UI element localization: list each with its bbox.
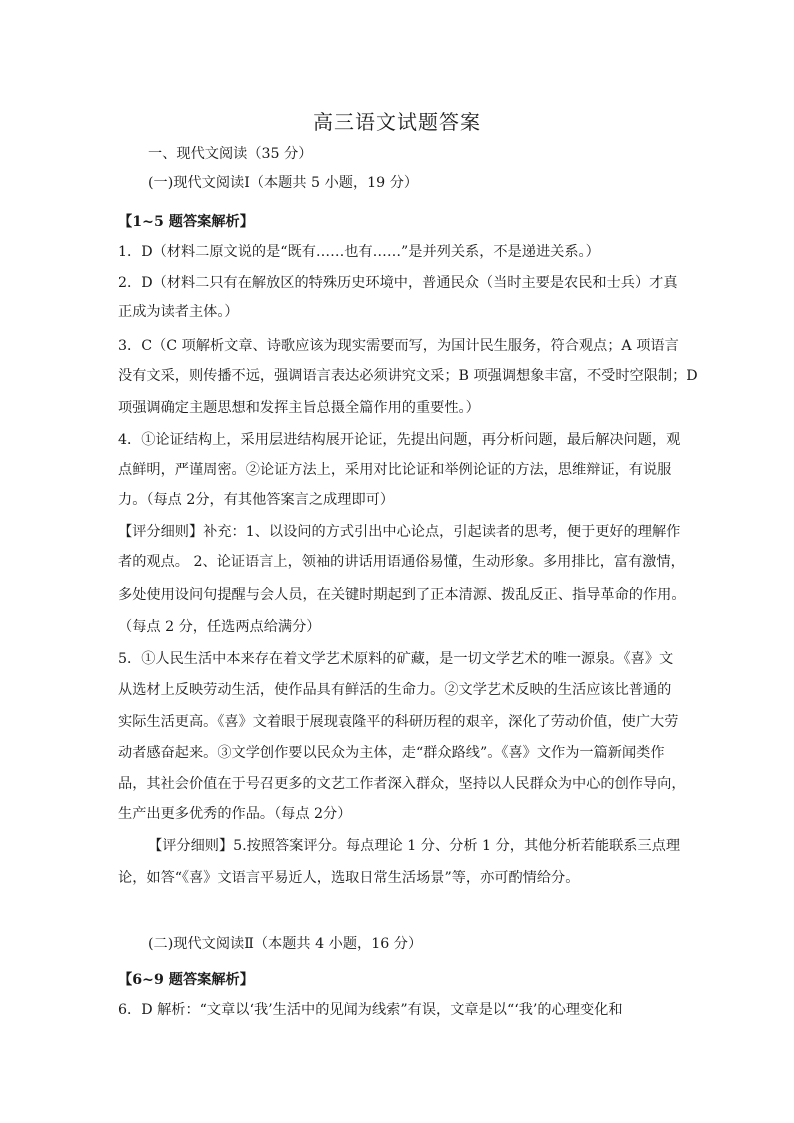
answer-q2-line1: 2．D（材料二只有在解放区的特殊历史环境中，普通民众（当时主要是农民和士兵）才真 — [118, 275, 678, 291]
answer-q4-line2: 点鲜明，严谨周密。②论证方法上，采用对比论证和举例论证的方法，思维辩证，有说服 — [118, 462, 672, 478]
answer-q4-line1: 4．①论证结构上，采用层进结构展开论证，先提出问题，再分析问题，最后解决问题，观 — [118, 432, 681, 448]
answer-analysis-heading-1-5: 【1~5 题答案解析】 — [118, 214, 254, 230]
subsection-heading-reading-2: (二)现代文阅读Ⅱ（本题共 4 小题，16 分） — [148, 936, 423, 952]
scoring-rule-q4-line4: （每点 2 分，任选两点给满分） — [118, 619, 321, 635]
answer-q1: 1．D（材料二原文说的是“既有……也有……”是并列关系，不是递进关系。） — [118, 244, 600, 260]
scoring-rule-q5-line2: 论，如答“《喜》文语言平易近人，选取日常生活场景”等，亦可酌情给分。 — [118, 870, 580, 886]
document-title: 高三语文试题答案 — [313, 110, 481, 134]
answer-q5-line3: 实际生活更高。《喜》文着眼于展现袁隆平的科研历程的艰辛，深化了劳动价值，使广大劳 — [118, 714, 679, 730]
answer-q2-line2: 正成为读者主体。） — [118, 304, 239, 320]
answer-q4-line3: 力。（每点 2分，有其他答案言之成理即可） — [118, 492, 395, 508]
subsection-heading-reading-1: (一)现代文阅读Ⅰ（本题共 5 小题，19 分） — [148, 175, 419, 191]
answer-q3-line1: 3．C（C 项解析文章、诗歌应该为现实需要而写，为国计民生服务，符合观点；A 项语言 — [118, 338, 679, 354]
answer-q5-line4: 动者感奋起来。③文学创作要以民众为主体，走“群众路线”。《喜》文作为一篇新闻类作 — [118, 745, 665, 761]
scoring-rule-q5-line1: 【评分细则】5.按照答案评分。每点理论 1 分、分析 1 分，其他分析若能联系三点理 — [148, 838, 681, 854]
scoring-rule-q4-line1: 【评分细则】补充：1、以设问的方式引出中心论点，引起读者的思考，便于更好的理解作 — [118, 524, 681, 540]
answer-q6-line1: 6．D 解析：“文章以‘我’生活中的见闻为线索”有误，文章是以“‘我’的心理变化和 — [118, 1002, 623, 1018]
answer-q5-line5: 品，其社会价值在于号召更多的文艺工作者深入群众，坚持以人民群众为中心的创作导向， — [118, 776, 686, 792]
answer-q5-line6: 生产出更多优秀的作品。（每点 2分） — [118, 806, 352, 822]
scoring-rule-q4-line3: 多处使用设问句提醒与会人员，在关键时期起到了正本清源、拨乱反正、指导革命的作用。 — [118, 587, 686, 603]
section-heading-modern-reading: 一、现代文阅读（35 分） — [148, 146, 313, 162]
answer-analysis-heading-6-9: 【6~9 题答案解析】 — [118, 972, 254, 988]
answer-q5-line2: 从选材上反映劳动生活，使作品具有鲜活的生命力。②文学艺术反映的生活应该比普通的 — [118, 682, 672, 698]
answer-q3-line3: 项强调确定主题思想和发挥主旨总摄全篇作用的重要性。） — [118, 400, 480, 416]
answer-q3-line2: 没有文采，则传播不远，强调语言表达必须讲究文采；B 项强调想象丰富，不受时空限制；D — [118, 368, 698, 384]
scoring-rule-q4-line2: 者的观点。 2、论证语言上，领袖的讲话用语通俗易懂，生动形象。多用排比，富有激情， — [118, 554, 685, 570]
answer-q5-line1: 5．①人民生活中本来存在着文学艺术原料的矿藏，是一切文学艺术的唯一源泉。《喜》文 — [118, 651, 674, 667]
